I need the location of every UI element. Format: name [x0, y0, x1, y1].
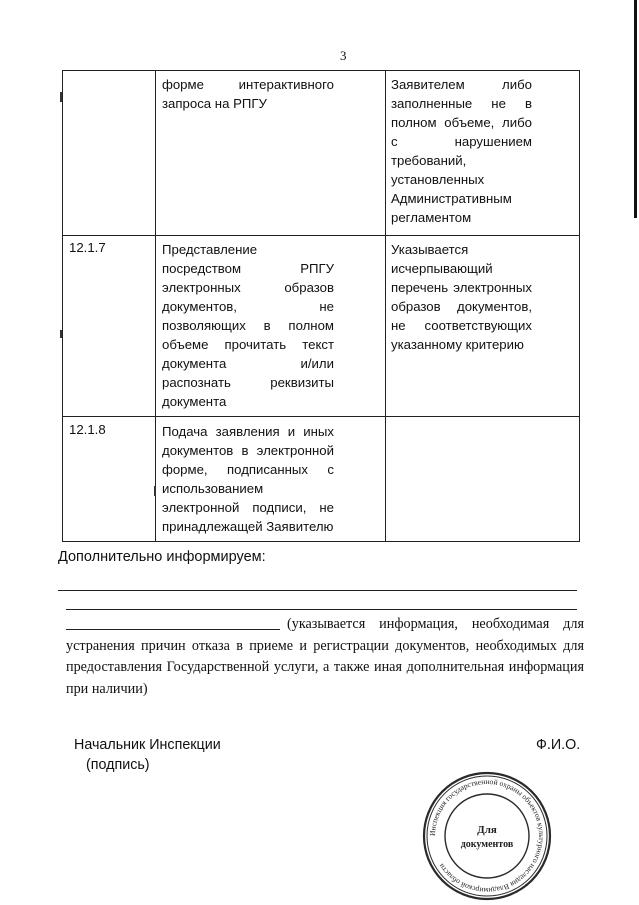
name-placeholder: Ф.И.О.	[536, 737, 581, 753]
table-row-divider-2	[62, 416, 580, 417]
blank-line-1	[58, 590, 577, 591]
scan-tick	[60, 330, 62, 338]
stamp-center-line-2: документов	[460, 839, 514, 850]
table-border-top	[62, 70, 580, 71]
table-row-3-description: Подача заявления и иных документов в электронной форме, подписанных с использованием электронной подписи, не принадлежащей Заявителю	[162, 424, 334, 534]
table-border-left	[62, 70, 63, 542]
page-number: 3	[340, 48, 347, 63]
table-border-bottom	[62, 541, 580, 542]
table-divider-2	[385, 70, 386, 542]
stamp-center-line-1: Для	[477, 824, 497, 836]
table-row-1-description: форме интерактивного запроса на РПГУ	[162, 77, 334, 111]
additional-info-note: (указывается информация, необходимая для устранения причин отказа в приеме и регистрации документов, необходимых для предоставления Государственной услуги, а также иная дополнительная информация при наличии)	[66, 616, 584, 697]
stamp-ring-text: Инспекция государственной охраны объектов культурного наследия Владимирской области	[427, 776, 547, 896]
table-row-2-comment: Указывается исчерпывающий перечень электронных образов документов, не соответствующих указанному критерию	[391, 242, 532, 352]
table-row-3-number: 12.1.8	[69, 422, 106, 437]
signer-position: Начальник Инспекции	[74, 737, 221, 753]
blank-line-2	[66, 609, 577, 610]
table-row-1-comment: Заявителем либо заполненные не в полном объеме, либо с нарушением требований, установленных Административным регламентом	[391, 77, 532, 225]
table-border-right	[579, 70, 580, 542]
scan-tick	[154, 486, 156, 496]
additional-info-title: Дополнительно информируем:	[58, 549, 266, 565]
table-row-divider-1	[62, 235, 580, 236]
scan-tick	[60, 92, 62, 102]
page-edge-mark	[634, 0, 637, 218]
table-row-2-number: 12.1.7	[69, 240, 106, 255]
signature-caption: (подпись)	[86, 757, 150, 773]
table-divider-1	[155, 70, 156, 542]
table-row-2-description: Представление посредством РПГУ электронных образов документов, не позволяющих в полном объеме прочитать текст документа и/или распознать реквизиты документа	[162, 242, 334, 409]
organization-stamp	[421, 770, 553, 902]
